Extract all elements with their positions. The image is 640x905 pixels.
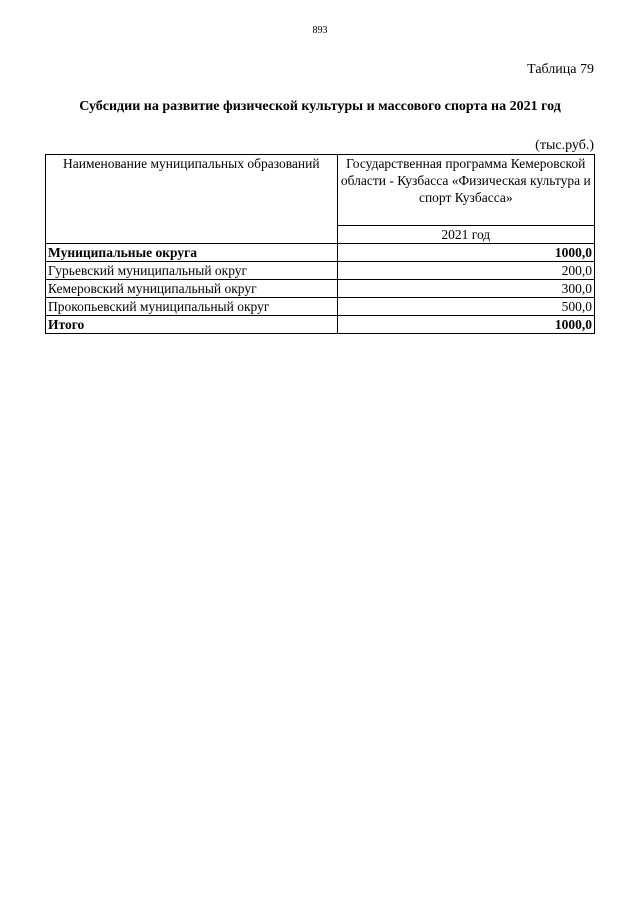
header-program: Государственная программа Кемеровской области - Кузбасса «Физическая культура и спорт Кузбасса»: [337, 155, 594, 226]
table-row: [46, 244, 595, 262]
row-name: Прокопьевский муниципальный округ: [46, 298, 338, 316]
row-value: 500,0: [337, 298, 594, 316]
row-value: 200,0: [337, 262, 594, 280]
subsidy-table: [45, 154, 595, 334]
row-value: 1000,0: [337, 244, 594, 262]
row-name: Гурьевский муниципальный округ: [46, 262, 338, 280]
total-row: [46, 316, 595, 334]
header-row: [46, 155, 595, 226]
row-value: 1000,0: [337, 316, 594, 334]
row-name: Кемеровский муниципальный округ: [46, 280, 338, 298]
document-title: Субсидии на развитие физической культуры и массового спорта на 2021 год: [79, 99, 561, 114]
units-note: (тыс.руб.): [535, 138, 594, 153]
row-value: 300,0: [337, 280, 594, 298]
table-row: [46, 262, 595, 280]
header-municipality: Наименование муниципальных образований: [46, 155, 338, 244]
header-year: 2021 год: [337, 226, 594, 244]
table-label: Таблица 79: [527, 62, 594, 77]
table-row: [46, 280, 595, 298]
row-name: Итого: [46, 316, 338, 334]
page-number: 893: [312, 25, 328, 36]
table-row: [46, 298, 595, 316]
row-name: Муниципальные округа: [46, 244, 338, 262]
